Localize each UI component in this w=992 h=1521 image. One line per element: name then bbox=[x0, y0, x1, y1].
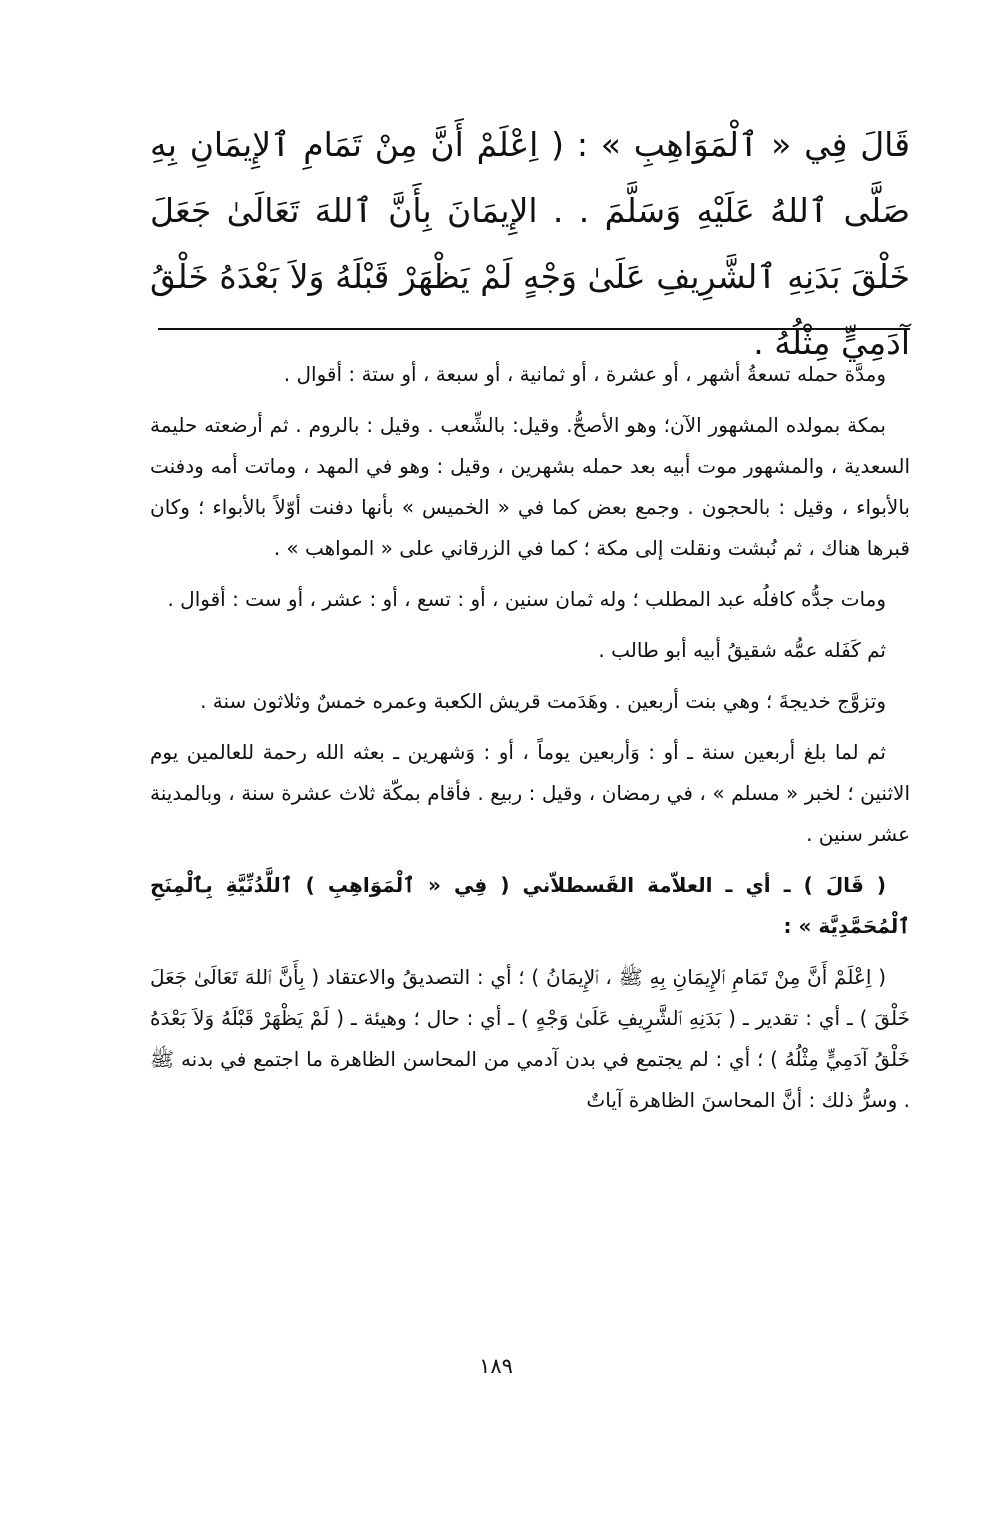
commentary-paragraph: ثم كَفَله عمُّه شقيقُ أبيه أبو طالب . bbox=[598, 638, 886, 662]
commentary-section bbox=[150, 354, 910, 1131]
commentary-paragraph: ومدَّة حمله تسعةُ أشهر ، أو عشرة ، أو ثمانية ، أو سبعة ، أو ستة : أقوال . bbox=[283, 362, 886, 386]
commentary-paragraph: بمكة بمولده المشهور الآن؛ وهو الأصحُّ. وقيل: بالشِّعب . وقيل : بالروم . ثم أرضعته حليمة السعدية ، والمشهور موت أبيه بعد حمله بشهرين ، وقيل : وهو في المهد ، وماتت أمه ودفنت بالأبواء ، وقيل : بالحجون . وجمع بعض كما في « الخميس » بأنها دفنت أوّلاً بالأبواء ؛ وكان قبرها هناك ، ثم نُبشت ونقلت إلى مكة ؛ كما في الزرقاني على « المواهب » . bbox=[150, 413, 910, 560]
commentary-paragraph-heading: ( قَالَ ) ـ أي ـ العلاّمة القَسطلاّني ( فِي « ٱلْمَوَاهِبِ ) ٱللَّدُنِّيَّةِ بِٱلْمِنَحِ ٱلْمُحَمَّدِيَّة » : bbox=[150, 873, 910, 938]
page-number: ١٨٩ bbox=[479, 1354, 513, 1378]
commentary-paragraph: ومات جدُّه كافلُه عبد المطلب ؛ وله ثمان سنين ، أو : تسع ، أو : عشر ، أو ست : أقوال . bbox=[167, 587, 886, 611]
separator-line bbox=[158, 328, 910, 330]
main-text: قَالَ فِي « ٱلْمَوَاهِبِ » : ( اِعْلَمْ أَنَّ مِنْ تَمَامِ ٱلإِيمَانِ بِهِ صَلَّى ٱللهُ عَلَيْهِ وَسَلَّمَ . . الإِيمَانَ بِأَنَّ ٱللهَ تَعَالَىٰ جَعَلَ خَلْقَ بَدَنِهِ ٱلشَّرِيفِ عَلَىٰ وَجْهٍ لَمْ يَظْهَرْ قَبْلَهُ وَلاَ بَعْدَهُ خَلْقُ آدَمِيٍّ مِثْلُهُ . bbox=[150, 125, 910, 362]
commentary-paragraph: ( اِعْلَمْ أَنَّ مِنْ تَمَامِ ٱلإِيمَانِ بِهِ ﷺ ، ٱلإِيمَانُ ) ؛ أي : التصديقُ والاعتقاد ( بِأَنَّ ٱللهَ تَعَالَىٰ جَعَلَ خَلْقَ ) ـ أي : تقدير ـ ( بَدَنِهِ ٱلشَّرِيفِ عَلَىٰ وَجْهٍ ) ـ أي : حال ؛ وهيئة ـ ( لَمْ يَظْهَرْ قَبْلَهُ وَلاَ بَعْدَهُ خَلْقُ آدَمِيٍّ مِثْلُهُ ) ؛ أي : لم يجتمع في بدن آدمي من المحاسن الظاهرة ما اجتمع في بدنه ﷺ . وسرُّ ذلك : أنَّ المحاسنَ الظاهرة آياتٌ bbox=[150, 965, 910, 1112]
commentary-paragraph: وتزوَّج خديجةَ ؛ وهي بنت أربعين . وهَدَمت قريش الكعبة وعمره خمسٌ وثلاثون سنة . bbox=[200, 689, 886, 713]
commentary-paragraph: ثم لما بلغ أربعين سنة ـ أو : وَأربعين يوماً ، أو : وَشهرين ـ بعثه الله رحمة للعالمين يوم الاثنين ؛ لخبر « مسلم » ، في رمضان ، وقيل : ربيع . فأقام بمكّة ثلاث عشرة سنة ، وبالمدينة عشر سنين . bbox=[150, 740, 910, 846]
